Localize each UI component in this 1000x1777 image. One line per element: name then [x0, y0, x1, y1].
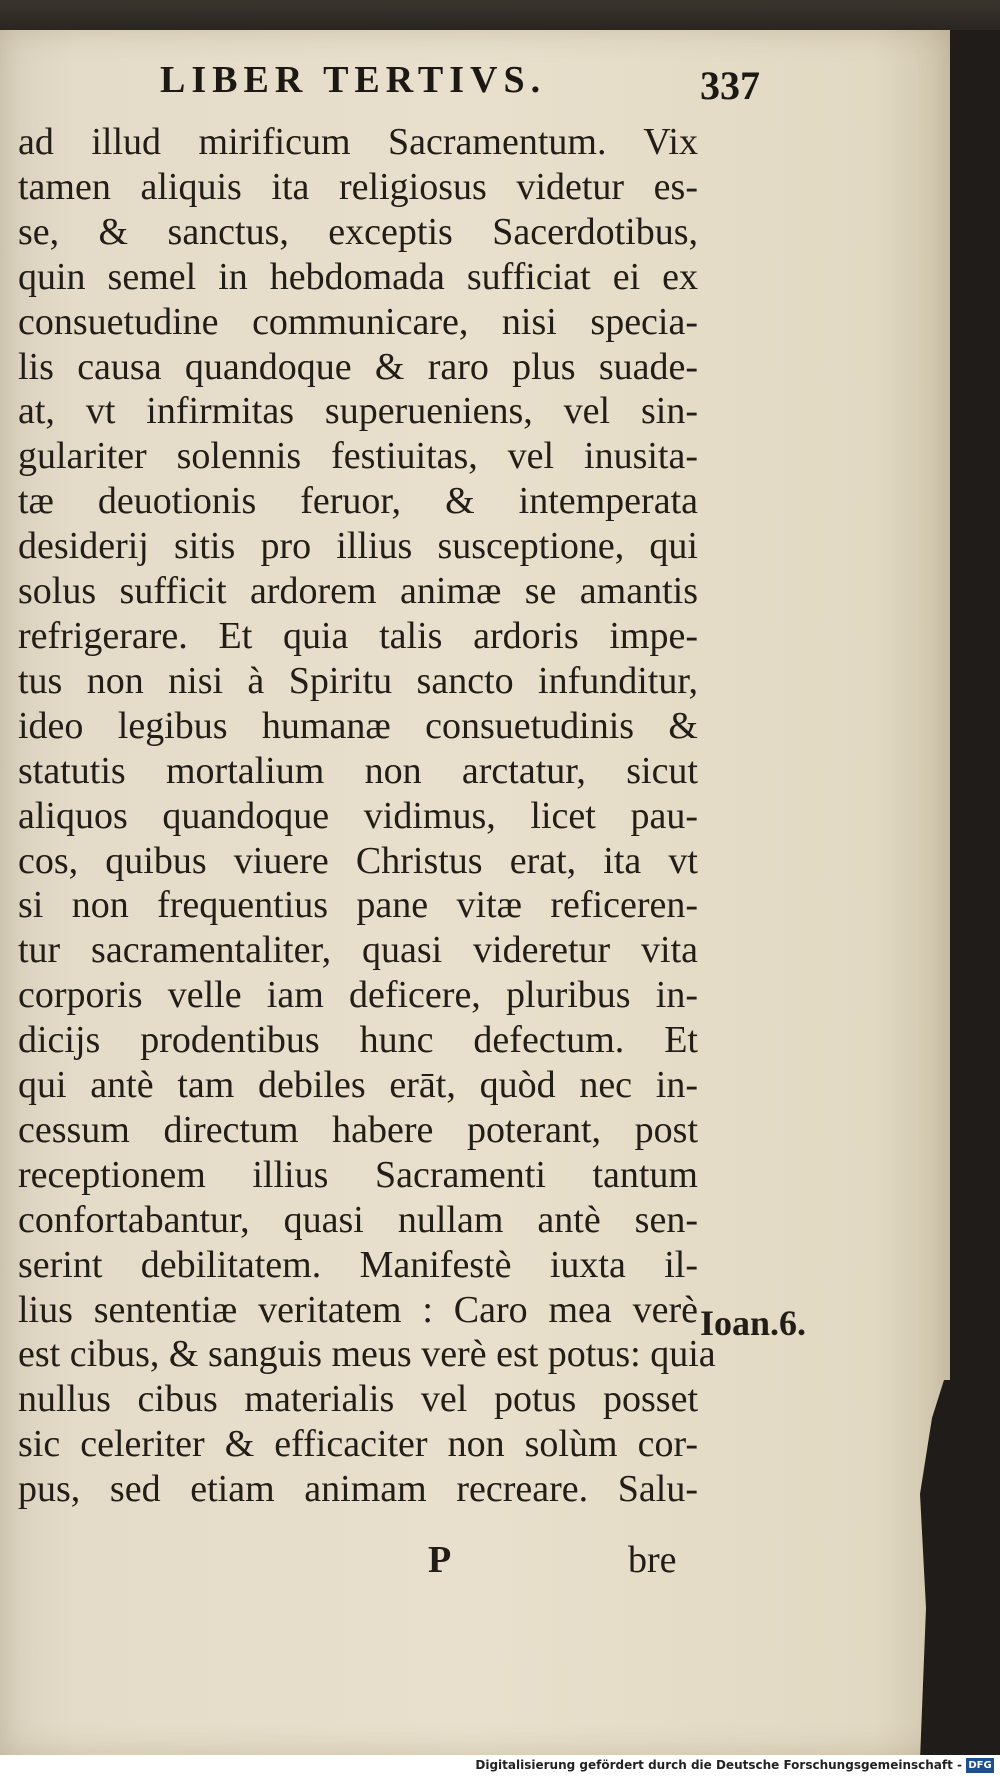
text-line: se, & sanctus, exceptis Sacerdotibus, [18, 210, 698, 253]
text-line: consuetudine communicare, nisi specia- [18, 300, 698, 343]
top-strip [0, 0, 1000, 28]
signature-mark: P [428, 1539, 452, 1581]
torn-edge [920, 1380, 980, 1760]
page-number: 337 [700, 63, 760, 108]
text-line: desiderij sitis pro illius susceptione, qui [18, 525, 698, 568]
text-line: tur sacramentaliter, quasi videretur vita [18, 929, 698, 972]
text-line: tus non nisi à Spiritu sancto infunditur, [18, 659, 698, 702]
text-line: cos, quibus viuere Christus erat, ita vt [18, 839, 698, 882]
catchword: bre [628, 1539, 677, 1581]
text-line: solus sufficit ardorem animæ se amantis [18, 570, 698, 613]
margin-note: Ioan.6. [700, 1303, 807, 1343]
text-line: tæ deuotionis feruor, & intemperata [18, 480, 698, 523]
dfg-logo-badge[interactable]: DFG [966, 1758, 994, 1773]
text-line: est cibus, & sanguis meus verè est potus: quia [18, 1333, 716, 1376]
text-line: qui antè tam debiles erāt, quòd nec in- [18, 1064, 698, 1107]
body-text [18, 120, 716, 1512]
footer-credit: Digitalisierung gefördert durch die Deutsche Forschungsgemeinschaft - [475, 1758, 962, 1772]
text-line: receptionem illius Sacramenti tantum [18, 1153, 698, 1196]
text-line: quin semel in hebdomada sufficiat ei ex [18, 255, 698, 298]
text-line: statutis mortalium non arctatur, sicut [18, 749, 698, 792]
text-line: serint debilitatem. Manifestè iuxta il- [18, 1243, 698, 1286]
running-head: LIBER TERTIVS. [160, 59, 547, 101]
text-line: aliquos quandoque vidimus, licet pau- [18, 794, 698, 837]
text-line: pus, sed etiam animam recreare. Salu- [18, 1468, 698, 1511]
text-line: si non frequentius pane vitæ reficeren- [18, 884, 698, 927]
text-line: gulariter solennis festiuitas, vel inusita- [18, 435, 698, 478]
text-line: lius sententiæ veritatem : Caro mea verè [18, 1288, 698, 1331]
text-line: lis causa quandoque & raro plus suade- [18, 345, 698, 388]
text-line: ideo legibus humanæ consuetudinis & [18, 704, 698, 747]
text-line: sic celeriter & efficaciter non solùm cor- [18, 1423, 698, 1466]
text-line: cessum directum habere poterant, post [18, 1108, 698, 1151]
text-line: dicijs prodentibus hunc defectum. Et [18, 1019, 698, 1062]
text-line: ad illud mirificum Sacramentum. Vix [18, 121, 698, 163]
text-line: refrigerare. Et quia talis ardoris impe- [18, 614, 698, 657]
text-line: nullus cibus materialis vel potus posset [18, 1378, 698, 1421]
text-line: at, vt infirmitas superueniens, vel sin- [18, 390, 698, 433]
text-line: corporis velle iam deficere, pluribus in- [18, 974, 698, 1017]
text-line: tamen aliquis ita religiosus videtur es- [18, 165, 698, 208]
text-line: confortabantur, quasi nullam antè sen- [18, 1198, 698, 1241]
